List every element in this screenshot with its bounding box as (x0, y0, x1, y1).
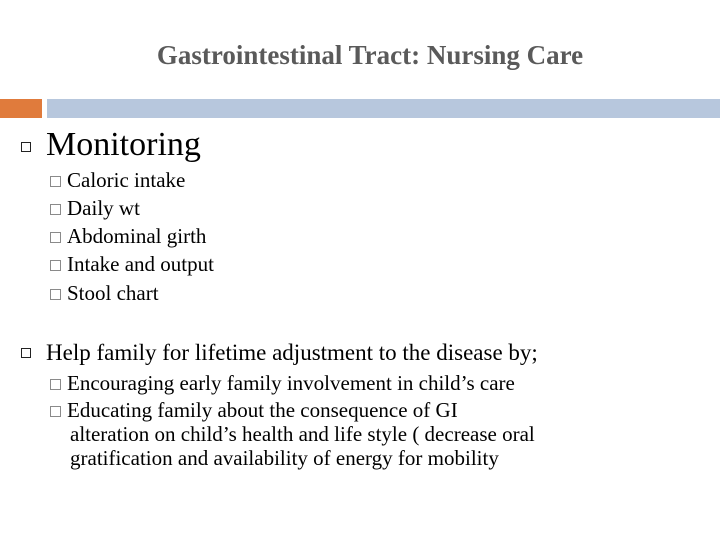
sub-bullet-icon (50, 176, 61, 187)
sub-bullet-icon (50, 232, 61, 243)
list-item: Stool chart (50, 283, 159, 304)
sub-bullet-icon (50, 204, 61, 215)
list-item-continuation: alteration on child’s health and life style ( decrease oral (70, 422, 535, 446)
bullet-square-icon (21, 348, 31, 358)
sub-bullet-icon (50, 289, 61, 300)
accent-bar-blue (47, 99, 720, 118)
help-family-heading: Help family for lifetime adjustment to the disease by; (46, 340, 538, 365)
list-item: Daily wt (50, 198, 140, 219)
accent-bar-orange (0, 99, 42, 118)
list-item: Caloric intake (50, 170, 185, 191)
list-item-continuation: gratification and availability of energy for mobility (70, 446, 499, 470)
list-item: Abdominal girth (50, 226, 206, 247)
list-item: Intake and output (50, 254, 214, 275)
monitoring-heading: Monitoring (46, 126, 201, 163)
bullet-square-icon (21, 142, 31, 152)
sub-bullet-icon (50, 379, 61, 390)
list-item: Encouraging early family involvement in child’s care (50, 373, 515, 394)
sub-bullet-icon (50, 406, 61, 417)
list-item: Educating family about the consequence of GI alteration on child’s health and life style ( decrease oral gratification and availability of energy for mobility (50, 398, 690, 470)
slide-title: Gastrointestinal Tract: Nursing Care (156, 40, 584, 70)
sub-bullet-icon (50, 260, 61, 271)
